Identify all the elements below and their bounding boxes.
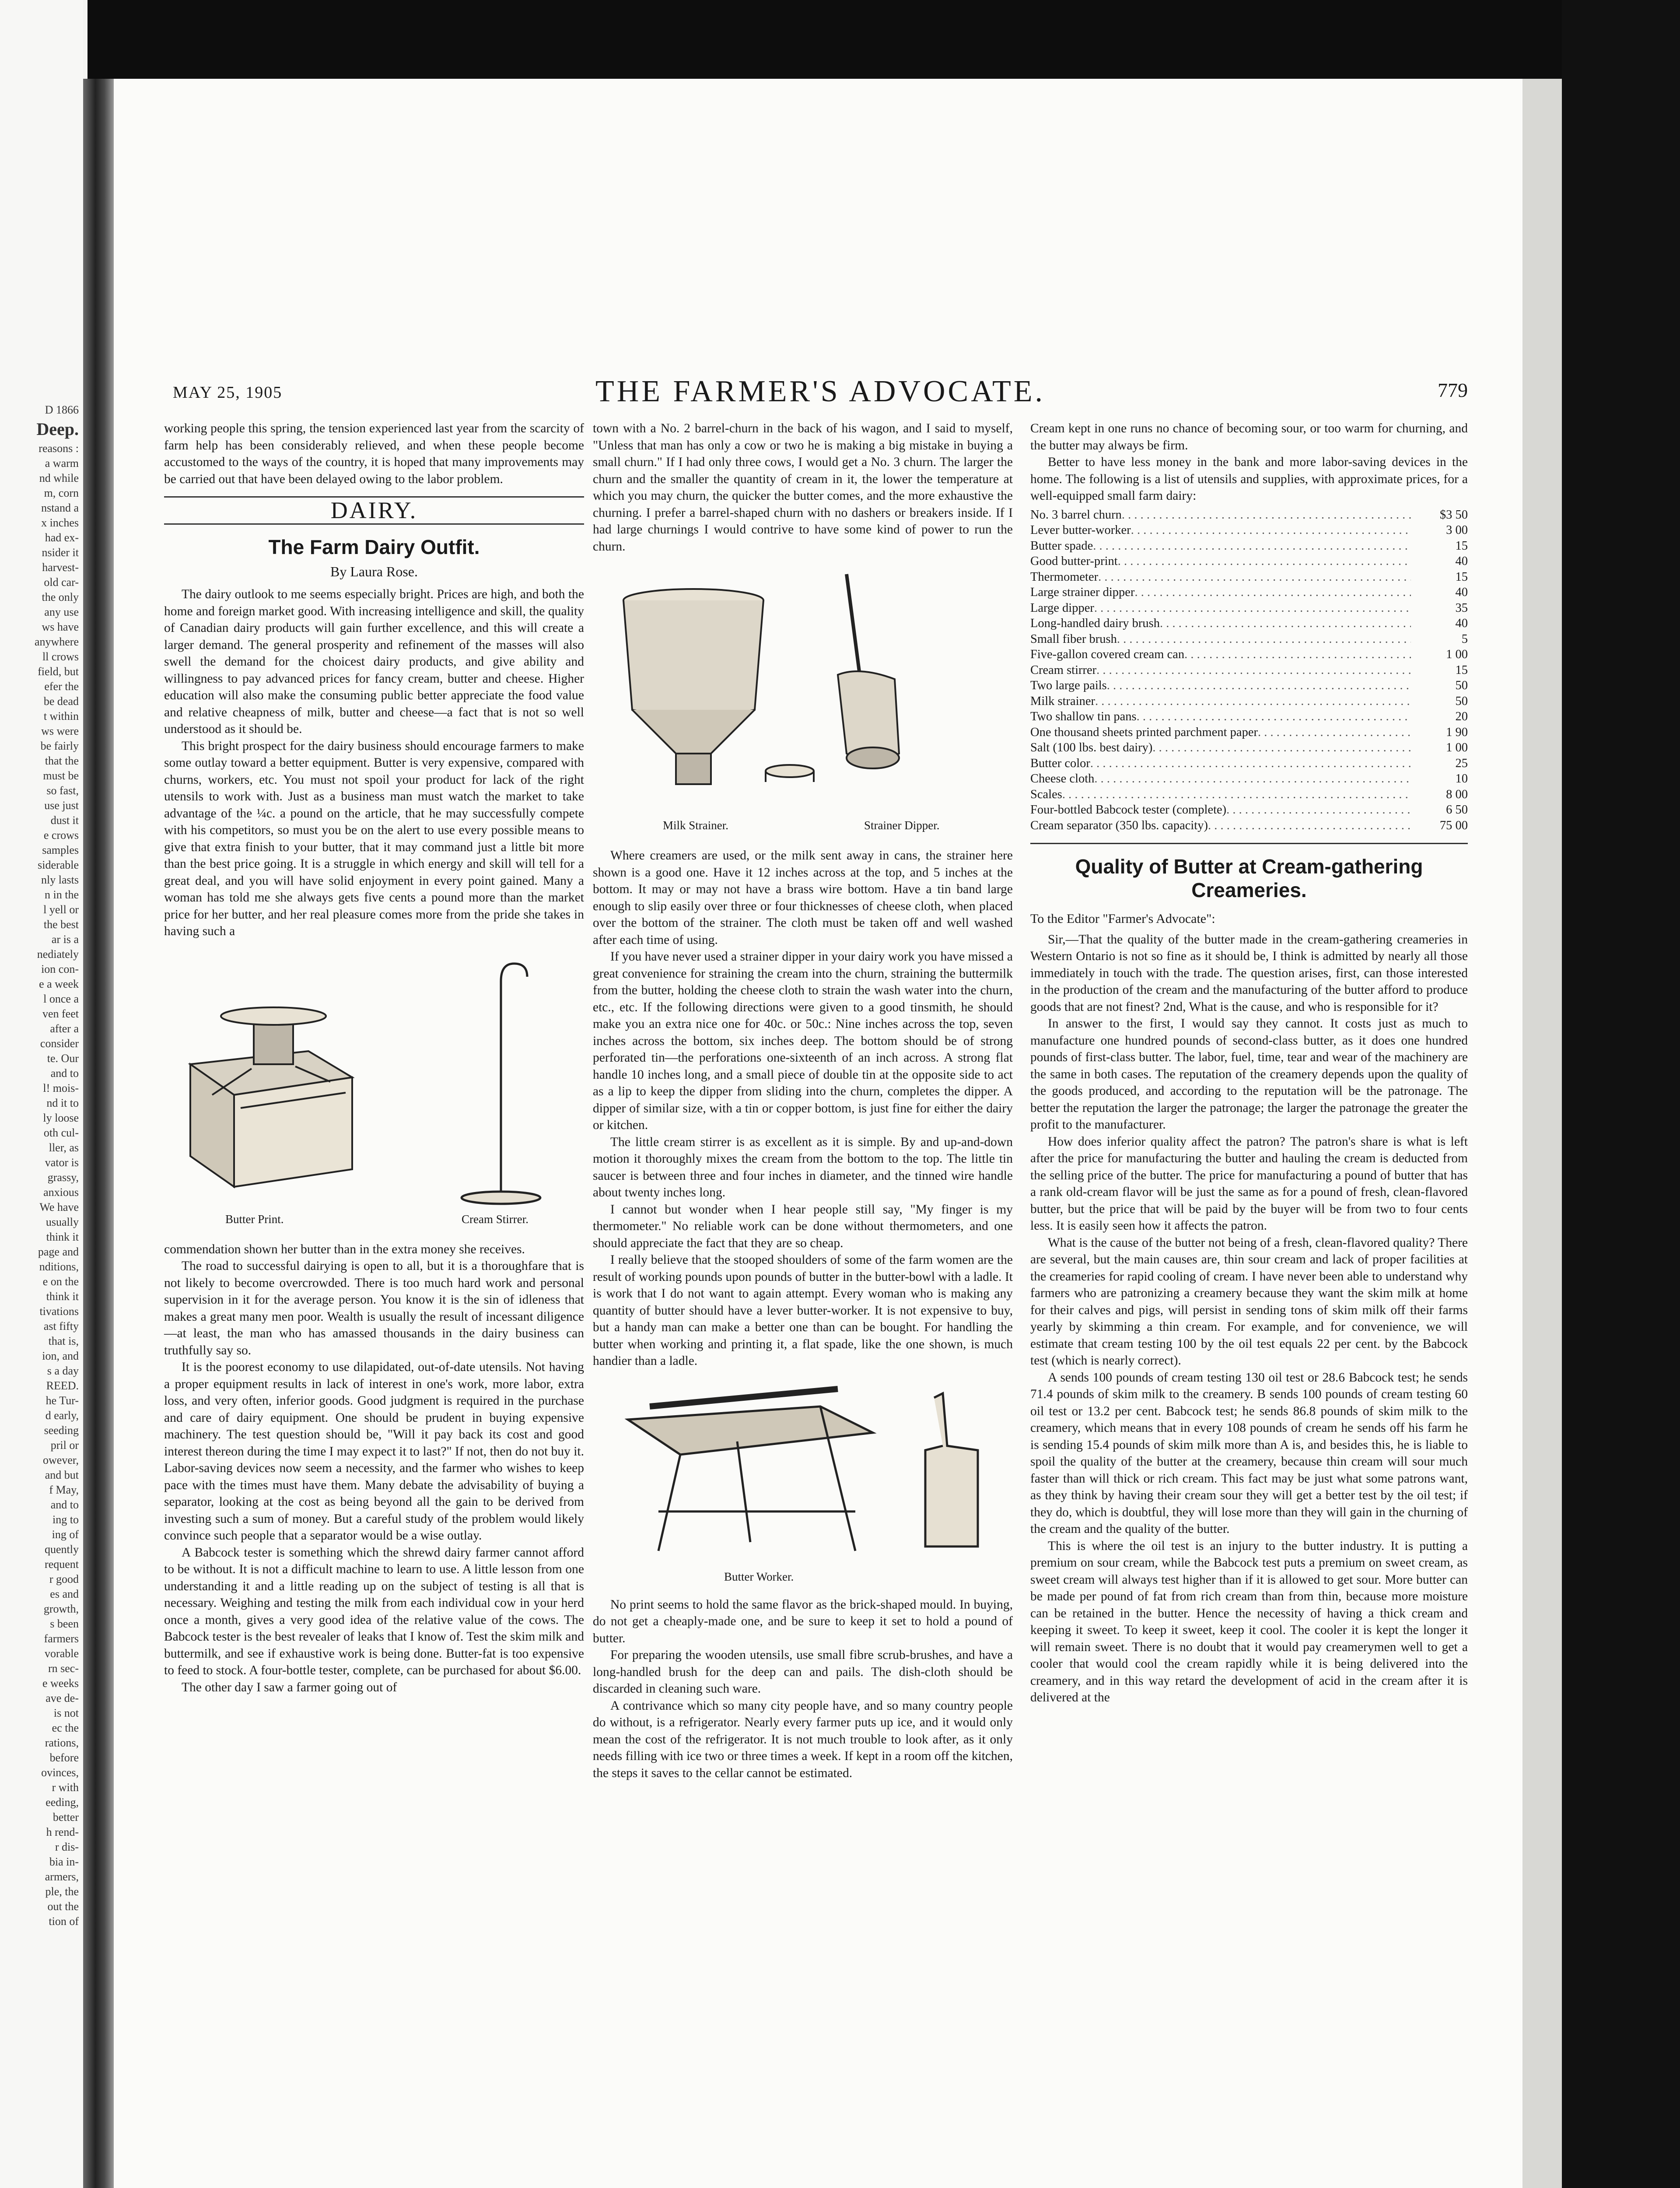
- leader-dots: [1184, 647, 1411, 663]
- price-item: Cream stirrer: [1030, 663, 1097, 677]
- price-item: Salt (100 lbs. best dairy): [1030, 741, 1153, 754]
- fragment-line: l once a: [43, 992, 79, 1005]
- price-item: Long-handled dairy brush: [1030, 617, 1160, 630]
- price-amount: 1 00: [1446, 741, 1468, 754]
- price-row: [1030, 818, 1468, 834]
- price-amount: 1 90: [1446, 725, 1468, 739]
- book-gutter: [83, 79, 114, 2188]
- price-item: Butter color: [1030, 756, 1090, 770]
- fragment-line: eeding,: [46, 1796, 79, 1809]
- fragment-line: owever,: [43, 1454, 79, 1466]
- paragraph: If you have never used a strainer dipper in your dairy work you have missed a great convenience for straining the cream into the churn, straining the buttermilk from the butter, holding the cheese cloth to strain the wash water into the churn, etc., etc. If the following directions were given to a good tinsmith, he should make you an extra nice one for 40c. or 50c.: Nine inches across the top, seven inches across the bottom, six inches deep. The bottom should be of strong perforated tin—the perforations one-sixteenth of an inch across. A strong flat handle 10 inches long, and a small piece of double tin at the opposite side to act as a lip to keep the dipper from sliding into the churn, completes the dipper. A dipper of similar size, with a tin or copper bottom, is just fine for either the dairy or kitchen.: [593, 950, 1013, 1132]
- fragment-line: e crows: [43, 829, 79, 842]
- price-amount: 40: [1455, 617, 1468, 630]
- leader-dots: [1090, 756, 1411, 771]
- figure-butter-worker: [593, 1380, 1013, 1586]
- issue-date: MAY 25, 1905: [173, 383, 283, 402]
- price-amount: 5: [1461, 632, 1468, 646]
- fragment-line: d early,: [45, 1409, 79, 1422]
- paragraph: Better to have less money in the bank and more labor-saving devices in the home. The following is a list of utensils and supplies, with approximate prices, for a well-equipped small farm dairy:: [1030, 455, 1468, 503]
- column-3: [1030, 420, 1468, 1706]
- butter-worker-illustration: [593, 1380, 1013, 1564]
- leader-dots: [1160, 616, 1411, 631]
- fragment-line: harvest-: [42, 561, 79, 574]
- fragment-line: anywhere: [34, 635, 79, 648]
- leader-dots: [1131, 522, 1411, 538]
- price-amount: 15: [1455, 570, 1468, 584]
- paragraph: I really believe that the stooped shoulders of some of the farm women are the result of working pounds upon pounds of butter in the butter-bowl with a ladle. It is work that I do not want to again attempt. Every woman who is making any quantity of butter should have a lever butter-worker. It is not expensive to buy, but a handy man can make a better one than can be bought. For handling the butter when working and printing it, a flat spade, like the one shown, is much handier than a ladle.: [593, 1253, 1013, 1368]
- intro-paragraph: working people this spring, the tension experienced last year from the scarcity of farm help has been considerably relieved, and when these people become accustomed to the ways of the country, it is hoped that many improvements may be carried out that have been delayed owing to the labor problem.: [164, 421, 584, 486]
- fragment-line: ion, and: [42, 1350, 79, 1362]
- price-row: [1030, 725, 1468, 740]
- price-row: [1030, 522, 1468, 538]
- fragment-line: is not: [53, 1707, 79, 1719]
- fragment-line: ec the: [52, 1722, 79, 1734]
- fragment-line: and but: [45, 1469, 79, 1481]
- fragment-line: ast fifty: [43, 1320, 79, 1332]
- leader-dots: [1062, 787, 1411, 803]
- price-amount: 1 00: [1446, 648, 1468, 661]
- fragment-line: better: [52, 1811, 79, 1823]
- price-row: [1030, 802, 1468, 818]
- fragment-line: ovinces,: [41, 1766, 79, 1779]
- fragment-line: after a: [50, 1022, 79, 1035]
- price-item: Two large pails: [1030, 679, 1107, 692]
- paragraph: How does inferior quality affect the patron? The patron's share is what is left after the price for manufacturing the butter and hauling the cream is deducted from the selling price of the butter. The price for manufacturing a pound of butter that has a rank old-cream flavor will be just the same as for a pound of fresh, clean-flavored butter, but the price that will be paid by the buyer will be from two to four cents less. It is easily seen how it affects the patron.: [1030, 1134, 1468, 1233]
- column-1: [164, 420, 584, 1696]
- fragment-line: r dis-: [55, 1841, 79, 1853]
- fragment-line: that the: [45, 754, 79, 767]
- leader-dots: [1117, 631, 1411, 647]
- fragment-line: e weeks: [42, 1677, 79, 1690]
- fragment-line: oth cul-: [43, 1126, 79, 1139]
- paragraph: The dairy outlook to me seems especially bright. Prices are high, and both the home and foreign market good. With increasing intelligence and skill, the quality of Canadian dairy products will gain further excellence, and this will create a larger demand. The general prosperity and refinement of the masses will also swell the demand for the choicest dairy products, and give ability and willingness to pay advanced prices for fancy cream, butter and cheese. Higher education will also make the consuming public better appreciate the food value and relative cheapness of milk, butter and cheese—a fact that is not so well understood as it should be.: [164, 587, 584, 736]
- price-item: Good butter-print: [1030, 554, 1118, 568]
- leader-dots: [1152, 740, 1411, 756]
- paragraph: A sends 100 pounds of cream testing 130 oil test or 28.6 Babcock test; he sends 71.4 pounds of skim milk to the creamery. B sends 100 pounds of cream testing 60 oil test or 13.2 per cent. Babcock test; he sends 86.8 pounds of skim milk to the creamery, which means that in every 108 pounds of cream he sends off his farm he is sending 15.4 pounds of skim milk more than A is, and besides this, he is liable to spoil the quality of the butter at the creamery, because thin cream will sour much faster than will thick or rich cream. This fact may be just what some patrons want, as they think by having their cream sour they will get a better test by the oil test; if they do, which is doubtful, they will lose more than they will gain in the churning of the cream and the quality of the butter.: [1030, 1370, 1468, 1536]
- fragment-line: think it: [46, 1290, 79, 1303]
- price-item: No. 3 barrel churn: [1030, 508, 1122, 522]
- fragment-line: nstand a: [41, 501, 79, 514]
- fragment-line: farmers: [44, 1632, 79, 1645]
- fragment-line: s a day: [47, 1364, 79, 1377]
- price-row: [1030, 740, 1468, 756]
- figure-caption: Milk Strainer.: [663, 819, 728, 832]
- fragment-line: nd it to: [46, 1097, 79, 1109]
- paragraph: Sir,—That the quality of the butter made in the cream-gathering creameries in Western Ontario is not so fine as it should be, I think is admitted by nearly all those immediately in touch with the trade. The question arises, first, can those interested in the production of the cream and the manufacturing of the butter afford to produce goods that are not finest? 2nd, What is the cause, and who is responsible for it?: [1030, 932, 1468, 1014]
- price-row: [1030, 678, 1468, 694]
- price-item: Small fiber brush: [1030, 632, 1117, 646]
- price-row: [1030, 756, 1468, 771]
- fragment-line: REED.: [46, 1379, 79, 1392]
- paragraph: No print seems to hold the same flavor as the brick-shaped mould. In buying, do not get a cheaply-made one, and be sure to keep it set to hold a pound of butter.: [593, 1597, 1013, 1645]
- paragraph: This bright prospect for the dairy business should encourage farmers to make some outlay toward a better equipment. Butter is very expensive, compared with churns, workers, etc. You must not spoil your product for lack of the right utensils to work with. Just as a business man must watch the market to take advantage of the ¼c. a pound on the article, that he may successfully compete with his competitors, so must you be on the alert to use every possible means to give that extra finish to your butter, that it may command just a little bit more than the best price going. It is a struggle in which energy and skill will tell for a great deal, and you will have solid enjoyment in every point gained. Many a woman has told me she always gets five cents a pound more than the market price for her butter, and her real pleasure comes more from the pride she takes in having such a: [164, 739, 584, 938]
- fragment-line: ing to: [52, 1513, 79, 1526]
- fragment-line: requent: [45, 1558, 79, 1571]
- fragment-line: r with: [52, 1781, 79, 1794]
- paragraph: commendation shown her butter than in the extra money she receives.: [164, 1242, 525, 1256]
- fragment-line: page and: [38, 1245, 79, 1258]
- milk-strainer-dipper-illustration: [593, 565, 1013, 810]
- paragraph: town with a No. 2 barrel-churn in the back of his wagon, and I said to myself, "Unless that man has only a cow or two he is making a big mistake in buying a small churn." If I had only three cows, I would get a No. 3 churn. The larger the churn and the smaller the quantity of cream in it, the lower the temperature at which you may churn, the quicker the butter comes, and the more exhaustive the churning. I prefer a barrel-shaped churn with no dashers or breakers inside. If I had large churnings I would contrive to have some kind of power to run the churn.: [593, 421, 1013, 554]
- leader-dots: [1094, 600, 1411, 616]
- fragment-line: siderable: [38, 859, 79, 871]
- fragment-line: t within: [43, 710, 79, 722]
- paragraph: What is the cause of the butter not being of a fresh, clean-flavored quality? There are several, but the main causes are, thin sour cream and lack of proper facilities at the creameries for rapid cooling of cream. I have never been able to understand why farmers who are patronizing a creamery because they want the skim milk at home for their calves and pigs, will persist in sending tons of skim milk off their farms yearly by skimming a thin cream. For example, and for convenience, we will estimate that cream testing 100 by the oil test equals 22 per cent. by the Babcock test (which is nearly correct).: [1030, 1235, 1468, 1368]
- fragment-line: growth,: [43, 1602, 79, 1615]
- price-list: [1030, 507, 1468, 834]
- fragment-line: had ex-: [45, 531, 79, 544]
- fragment-line: be dead: [43, 695, 79, 708]
- price-amount: 40: [1455, 586, 1468, 599]
- price-row: [1030, 663, 1468, 678]
- paragraph: This is where the oil test is an injury to the butter industry. It is putting a premium on sour cream, while the Babcock test puts a premium on sweet cream, as sweet cream will always test higher than if it is allowed to get sour. More butter can be made per pound of fat from rich cream than from thin, because more moisture can be retained in the butter. Hence the necessity of having a thick cream and keeping it sweet. To keep it sweet, keep it cool. The cooler it is kept the longer it will remain sweet. There is no doubt that it would pay creamerymen well to get a cooler that would cool the cream rapidly while it is being delivered into the creamery, and in this way retard the development of acid in the cream after it is delivered at the: [1030, 1539, 1468, 1704]
- price-row: [1030, 771, 1468, 787]
- leader-dots: [1226, 802, 1411, 818]
- fragment-line: nditions,: [39, 1260, 79, 1273]
- price-row: [1030, 616, 1468, 631]
- page-header: [173, 374, 1468, 414]
- fragment-line: We have: [39, 1201, 79, 1213]
- leader-dots: [1258, 725, 1411, 740]
- price-item: Thermometer: [1030, 570, 1099, 584]
- price-item: Butter spade: [1030, 539, 1093, 553]
- price-row: [1030, 585, 1468, 600]
- facing-page-fragment: [0, 0, 83, 2188]
- fragment-line: old car-: [44, 576, 79, 589]
- fragment-line: ller, as: [49, 1141, 79, 1154]
- fragment-line: nediately: [37, 948, 79, 961]
- leader-dots: [1095, 694, 1411, 709]
- paragraph: The little cream stirrer is as excellent as it is simple. By and up-and-down motion it thoroughly mixes the cream from the bottom to the top. The little tin saucer is between three and four inches in diameter, and the tinned wire handle about twenty inches long.: [593, 1135, 1013, 1199]
- fragment-line: so fast,: [46, 784, 79, 797]
- leader-dots: [1118, 554, 1411, 569]
- fragment-line: ing of: [52, 1528, 79, 1541]
- fragment-line: reasons :: [38, 442, 79, 455]
- article-headline: The Farm Dairy Outfit.: [268, 535, 480, 558]
- fragment-line: and to: [50, 1498, 79, 1511]
- fragment-line: seeding: [44, 1424, 79, 1437]
- price-item: Large dipper: [1030, 601, 1094, 615]
- price-item: Cream separator (350 lbs. capacity): [1030, 818, 1208, 832]
- publication-title: THE FARMER'S ADVOCATE.: [595, 375, 1046, 408]
- price-item: Scales: [1030, 787, 1062, 801]
- fragment-line: the only: [42, 591, 79, 603]
- price-amount: 50: [1455, 679, 1468, 692]
- leader-dots: [1134, 585, 1411, 600]
- fragment-line: nly lasts: [41, 873, 79, 886]
- column-2: [593, 420, 1013, 1781]
- price-row: [1030, 647, 1468, 663]
- fragment-line: must be: [43, 769, 79, 782]
- price-item: Lever butter-worker: [1030, 523, 1131, 537]
- paragraph: A Babcock tester is something which the shrewd dairy farmer cannot afford to be without. It is not a difficult machine to learn to use. A little lesson from one understanding it and a little reading up on the subject of testing is all that is necessary. Weighing and testing the milk from each individual cow in your herd once a month, gives a very good idea of the relative value of the cows. The Babcock tester is the best revealer of leaks that I know of. Test the skim milk and buttermilk, and see if exhaustive work is being done. Butter-fat is too expensive to feed to stock. A four-bottle tester, complete, can be purchased for about $6.00.: [164, 1545, 584, 1677]
- paragraph: The other day I saw a farmer going out of: [182, 1680, 397, 1694]
- fragment-line: ion con-: [41, 963, 79, 975]
- fragment-line: tion of: [49, 1915, 79, 1928]
- price-item: Four-bottled Babcock tester (complete): [1030, 803, 1227, 817]
- fragment-line: be fairly: [40, 740, 79, 752]
- fragment-line: tivations: [39, 1305, 79, 1318]
- figure-milk-strainer-dipper: [593, 565, 1013, 837]
- fragment-line: bia in-: [49, 1855, 79, 1868]
- fragment-line: h rend-: [46, 1826, 79, 1838]
- price-amount: $3 50: [1439, 508, 1468, 522]
- fragment-line: ly loose: [43, 1112, 79, 1124]
- figure-caption: Cream Stirrer.: [462, 1212, 528, 1226]
- price-amount: 20: [1455, 710, 1468, 723]
- leader-dots: [1093, 538, 1411, 554]
- fragment-line: nd while: [39, 472, 79, 484]
- fragment-line: usually: [46, 1216, 79, 1228]
- salutation: To the Editor "Farmer's Advocate":: [1030, 912, 1215, 926]
- fragment-line: armers,: [45, 1870, 79, 1883]
- fragment-line: vator is: [45, 1156, 79, 1169]
- paragraph: I cannot but wonder when I hear people still say, "My finger is my thermometer." No reliable work can be done without thermometers, and one should appreciate the fact that they are so cheap.: [593, 1202, 1013, 1250]
- price-row: [1030, 694, 1468, 709]
- paragraph: Where creamers are used, or the milk sent away in cans, the strainer here shown is a good one. Have it 12 inches across at the top, and 5 inches at the bottom. It may or may not have a brass wire bottom. Have a tin band large enough to slip easily over three or four thicknesses of cheese cloth, when placed over the bottom of the strainer. The cloth must be taken off and well washed after each time of using.: [593, 849, 1013, 947]
- fragment-line: l! mois-: [43, 1082, 79, 1094]
- paragraph: The road to successful dairying is open to all, but it is a thoroughfare that is not likely to become overcrowded. There is too much hard work and personal supervision in it for the average person. You know it is the sin of idleness that makes a great many men poor. Wealth is usually the result of incessant diligence—at least, the man who has amassed thousands in the dairy business can truthfully say so.: [164, 1259, 584, 1357]
- paragraph: A contrivance which so many city people have, and so many country people do without, is a refrigerator. Nearly every farmer puts up ice, and it would only mean the cost of the refrigerator. It is not much trouble to look after, as it only needs filling with ice two or three times a week. If kept in a room off the kitchen, the steps it saves to the cellar cannot be estimated.: [593, 1698, 1013, 1780]
- fragment-line: dust it: [50, 814, 79, 827]
- leader-dots: [1107, 678, 1411, 694]
- fragment-line: e a week: [39, 978, 79, 990]
- fragment-line: rations,: [45, 1736, 79, 1749]
- fragment-line: consider: [40, 1037, 79, 1050]
- price-amount: 15: [1455, 663, 1468, 677]
- fragment-line: anxious: [43, 1186, 79, 1199]
- fragment-line: a warm: [45, 457, 79, 470]
- fragment-line: ws were: [41, 725, 79, 737]
- fragment-line: and to: [50, 1067, 79, 1080]
- fragment-line: n in the: [45, 888, 79, 901]
- page-number: 779: [1438, 379, 1468, 401]
- price-item: Five-gallon covered cream can: [1030, 648, 1185, 661]
- figure-butter-print-cream-stirrer: [164, 950, 584, 1231]
- leader-dots: [1098, 569, 1411, 585]
- price-row: [1030, 554, 1468, 569]
- article-headline: Quality of Butter at Cream-gathering Creameries.: [1075, 855, 1423, 901]
- facing-page-text: [0, 403, 79, 1929]
- fragment-line: es and: [50, 1588, 79, 1600]
- fragment-line: rn sec-: [48, 1662, 79, 1675]
- price-amount: 10: [1455, 772, 1468, 785]
- fragment-line: Deep.: [36, 419, 79, 439]
- fragment-line: ar is a: [51, 933, 79, 946]
- fragment-line: use just: [44, 799, 79, 812]
- price-amount: 40: [1455, 554, 1468, 568]
- fragment-line: ws have: [42, 621, 79, 633]
- price-amount: 8 00: [1446, 787, 1468, 801]
- fragment-line: grassy,: [47, 1171, 79, 1184]
- article-byline: By Laura Rose.: [330, 563, 418, 579]
- price-item: Cheese cloth: [1030, 772, 1095, 785]
- leader-dots: [1096, 663, 1411, 678]
- price-row: [1030, 507, 1468, 523]
- fragment-line: the best: [43, 918, 79, 931]
- figure-caption: Butter Worker.: [724, 1570, 794, 1583]
- price-item: Two shallow tin pans: [1030, 710, 1137, 723]
- leader-dots: [1122, 507, 1411, 523]
- fragment-line: any use: [44, 606, 79, 618]
- divider: [1030, 843, 1468, 844]
- top-scan-border: [88, 0, 1601, 92]
- section-heading-dairy: DAIRY.: [164, 496, 584, 525]
- fragment-line: efer the: [44, 680, 79, 693]
- paragraph: Cream kept in one runs no chance of becoming sour, or too warm for churning, and the butter may always be firm.: [1030, 421, 1468, 452]
- leader-dots: [1137, 709, 1411, 725]
- fragment-line: nsider it: [42, 546, 79, 559]
- fragment-line: ple, the: [45, 1885, 79, 1898]
- fragment-line: x inches: [41, 516, 79, 529]
- fragment-line: he Tur-: [46, 1394, 79, 1407]
- fragment-line: m, corn: [44, 487, 79, 499]
- price-row: [1030, 600, 1468, 616]
- price-amount: 6 50: [1446, 803, 1468, 817]
- fragment-line: ave de-: [46, 1692, 79, 1704]
- fragment-line: samples: [42, 844, 79, 856]
- fragment-line: before: [49, 1751, 79, 1764]
- paragraph: It is the poorest economy to use dilapidated, out-of-date utensils. Not having a proper equipment results in lack of interest in one's work, more labor, extra loss, and very often, inferior goods. Good judgment is required in the purchase and care of dairy equipment. One should be prudent in buying expensive machinery. The test question should be, "Will it pay back its cost and good interest thereon during the time I may expect it to last?" If not, then do not buy it. Labor-saving devices now seem a necessity, and the farmer who wishes to keep pace with the times must have them. Many debate the advisability of buying a separator, looking at the cost as being beyond all the gain to be derived from investing such a sum of money. But a careful study of the problem would likely convince such people that a separator would be a wise outlay.: [164, 1360, 584, 1543]
- fragment-line: e on the: [42, 1275, 79, 1288]
- price-amount: 25: [1455, 756, 1468, 770]
- price-amount: 3 00: [1446, 523, 1468, 537]
- butter-print-cream-stirrer-illustration: [164, 950, 584, 1209]
- leader-dots: [1094, 771, 1411, 787]
- price-amount: 75 00: [1439, 818, 1468, 832]
- price-row: [1030, 538, 1468, 554]
- fragment-line: think it: [46, 1231, 79, 1243]
- fragment-line: l yell or: [43, 903, 79, 916]
- fragment-line: that is,: [48, 1335, 79, 1347]
- fragment-line: field, but: [38, 665, 79, 678]
- price-row: [1030, 569, 1468, 585]
- price-row: [1030, 631, 1468, 647]
- fragment-line: pril or: [50, 1439, 79, 1452]
- fragment-line: out the: [47, 1900, 79, 1913]
- right-scan-border: [1562, 0, 1680, 2188]
- fragment-line: f May,: [49, 1483, 79, 1496]
- paragraph: For preparing the wooden utensils, use small fibre scrub-brushes, and have a long-handled brush for the deep can and pails. The dish-cloth should be discarded in cleaning such ware.: [593, 1648, 1013, 1696]
- page-right-margin: [1522, 79, 1562, 2188]
- price-item: Large strainer dipper: [1030, 586, 1135, 599]
- price-amount: 15: [1455, 539, 1468, 553]
- fragment-line: D 1866: [45, 403, 79, 416]
- fragment-line: s been: [50, 1617, 79, 1630]
- fragment-line: ven feet: [42, 1007, 79, 1020]
- fragment-line: quently: [45, 1543, 79, 1556]
- price-row: [1030, 709, 1468, 725]
- fragment-line: ll crows: [42, 650, 79, 663]
- fragment-line: vorable: [45, 1647, 79, 1660]
- price-item: One thousand sheets printed parchment paper: [1030, 725, 1258, 739]
- fragment-line: te. Our: [47, 1052, 79, 1065]
- price-row: [1030, 787, 1468, 803]
- paragraph: In answer to the first, I would say they cannot. It costs just as much to manufacture one hundred pounds of second-class butter, as it does one hundred pounds of first-class butter. The labor, fuel, time, tear and wear of the machinery are the same in both cases. The reputation of the creamery depends upon the quality of the goods produced, and according to the reputation will be the patronage. The better the reputation the larger the patronage; the larger the patronage the greater the profit to the manufacturer.: [1030, 1017, 1468, 1132]
- figure-caption: Strainer Dipper.: [864, 819, 940, 832]
- price-amount: 35: [1455, 601, 1468, 615]
- figure-caption: Butter Print.: [225, 1212, 284, 1226]
- price-amount: 50: [1455, 694, 1468, 708]
- leader-dots: [1208, 818, 1411, 834]
- fragment-line: r good: [49, 1573, 79, 1585]
- price-item: Milk strainer: [1030, 694, 1096, 708]
